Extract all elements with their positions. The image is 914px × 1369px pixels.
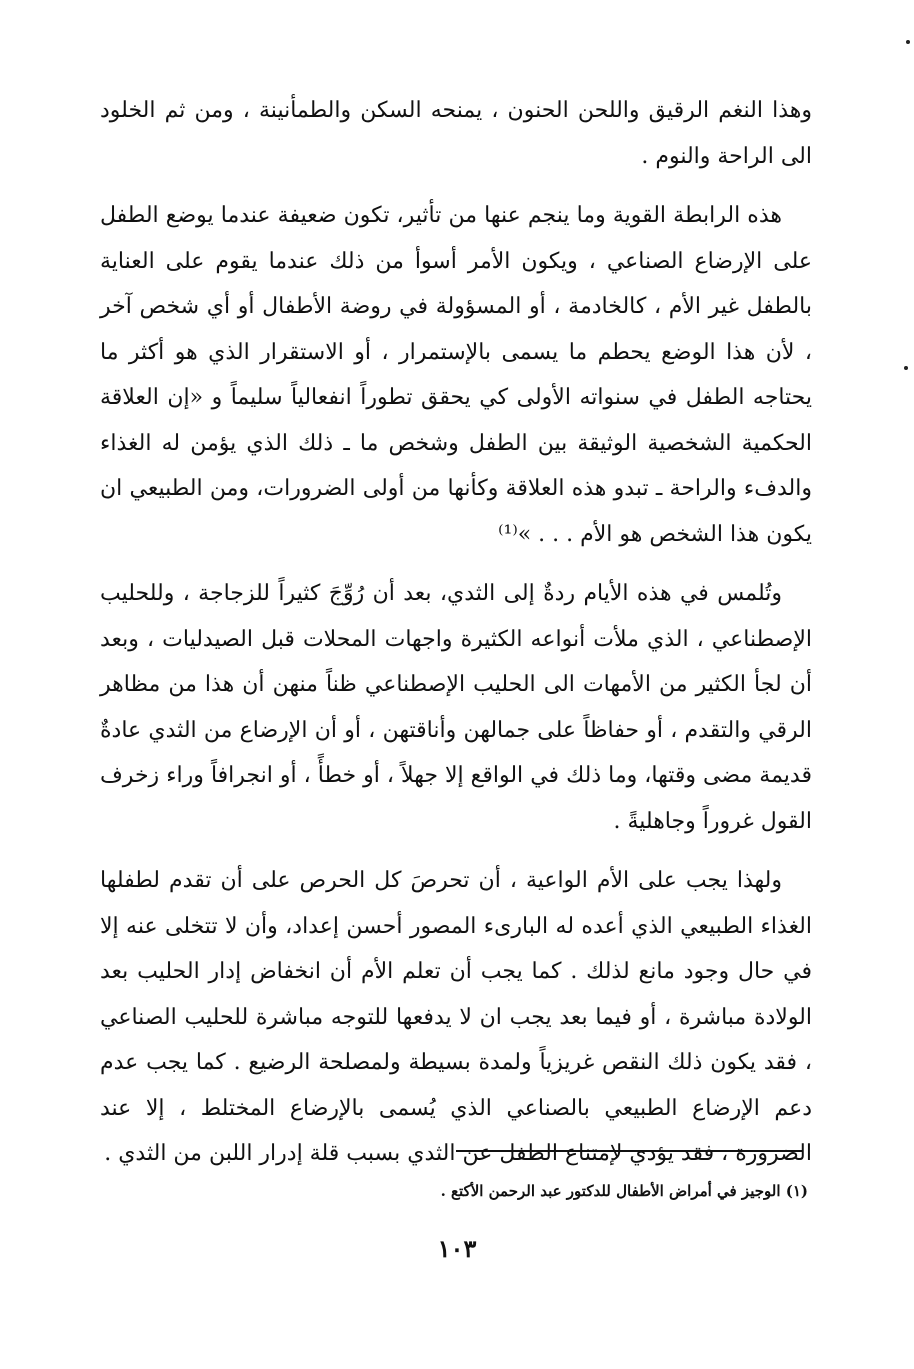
main-text [100, 88, 812, 1177]
scan-speck [906, 40, 910, 44]
paragraph-4: ولهذا يجب على الأم الواعية ، أن تحرصَ كل الحرص على أن تقدم لطفلها الغذاء الطبيعي الذي أعده له البارىء المصور أحسن إعداد، وأن لا تتخلى عنه إلا في حال وجود مانع لذلك . كما يجب أن تعلم الأم أن انخفاض إدار الحليب بعد الولادة مباشرة ، أو فيما بعد يجب ان لا يدفعها للتوجه مباشرة للحليب الصناعي ، فقد يكون ذلك النقص غريزياً ولمدة بسيطة ولمصلحة الرضيع . كما يجب عدم دعم الإرضاع الطبيعي بالصناعي الذي يُسمى بالإرضاع المختلط ، إلا عند الضرورة ، فقد يؤدي لإمتناع الطفل عن الثدي بسبب قلة إدرار اللبن من الثدي . [100, 868, 812, 1166]
paragraph-1: وهذا النغم الرقيق واللحن الحنون ، يمنحه السكن والطمأنينة ، ومن ثم الخلود الى الراحة والنوم . [100, 98, 812, 169]
footnote: (١) الوجيز في أمراض الأطفال للدكتور عبد الرحمن الأكتع . [440, 1182, 808, 1200]
scan-speck [904, 366, 908, 370]
footnote-divider [456, 1150, 802, 1152]
page-number: ١٠٣ [437, 1234, 477, 1263]
paragraph-2: هذه الرابطة القوية وما ينجم عنها من تأثير، تكون ضعيفة عندما يوضع الطفل على الإرضاع الصناعي ، ويكون الأمر أسوأ من ذلك عندما يقوم على العناية بالطفل غير الأم ، كالخادمة ، أو المسؤولة في روضة الأطفال أو أي شخص آخر ، لأن هذا الوضع يحطم ما يسمى بالإستمرار ، أو الاستقرار الذي هو أكثر ما يحتاجه الطفل في سنواته الأولى كي يحقق تطوراً انفعالياً سليماً و «إن العلاقة الحكمية الشخصية الوثيقة بين الطفل وشخص ما ـ ذلك الذي يؤمن له الغذاء والدفء والراحة ـ تبدو هذه العلاقة وكأنها من أولى الضرورات، ومن الطبيعي ان يكون هذا الشخص هو الأم . . . »⁽¹⁾ [100, 203, 812, 547]
paragraph-3: وتُلمس في هذه الأيام ردةٌ إلى الثدي، بعد أن رُوِّجَ كثيراً للزجاجة ، وللحليب الإصطناعي ، الذي ملأت أنواعه الكثيرة واجهات المحلات قبل الصيدليات ، وبعد أن لجأ الكثير من الأمهات الى الحليب الإصطناعي ظناً منهن أن هذا من مظاهر الرقي والتقدم ، أو حفاظاً على جمالهن وأناقتهن ، أو أن الإرضاع من الثدي عادةٌ قديمة مضى وقتها، وما ذلك في الواقع إلا جهلاً ، أو خطأً ، أو انجرافاً وراء زخرف القول غروراً وجاهليةً . [100, 581, 812, 834]
